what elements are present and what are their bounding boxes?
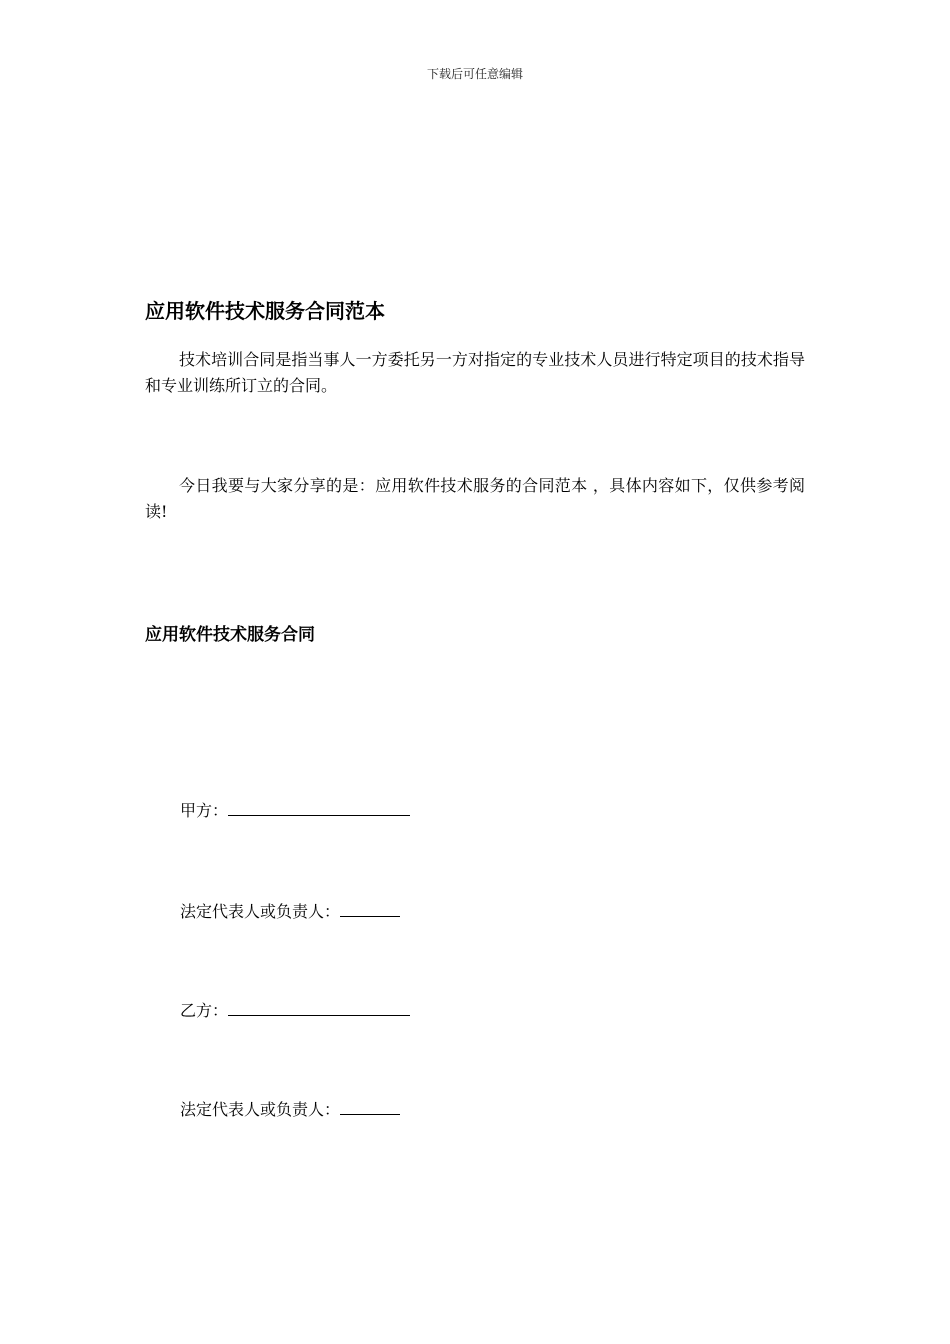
party-a-label: 甲方： — [180, 801, 229, 820]
intro-paragraph: 技术培训合同是指当事人一方委托另一方对指定的专业技术人员进行特定项目的技术指导和专业训练所订立的合同。 — [145, 350, 805, 395]
party-a-field — [180, 797, 410, 823]
party-a-representative-label: 法定代表人或负责人： — [180, 902, 341, 921]
party-b-representative-field — [180, 1096, 400, 1122]
party-a-representative-field — [180, 898, 400, 924]
header-note: 下载后可任意编辑 — [426, 67, 523, 81]
contract-section-title: 应用软件技术服务合同 — [145, 625, 315, 645]
party-a-blank — [228, 797, 410, 816]
party-b-blank — [228, 997, 410, 1016]
party-b-representative-blank — [340, 1096, 400, 1115]
party-a-representative-blank — [340, 898, 400, 917]
party-b-label: 乙方： — [180, 1001, 229, 1020]
party-b-representative-label: 法定代表人或负责人： — [180, 1100, 341, 1119]
document-title: 应用软件技术服务合同范本 — [145, 299, 385, 323]
share-paragraph: 今日我要与大家分享的是：应用软件技术服务的合同范本 ，具体内容如下，仅供参考阅读! — [145, 476, 805, 521]
party-b-field — [180, 997, 410, 1023]
